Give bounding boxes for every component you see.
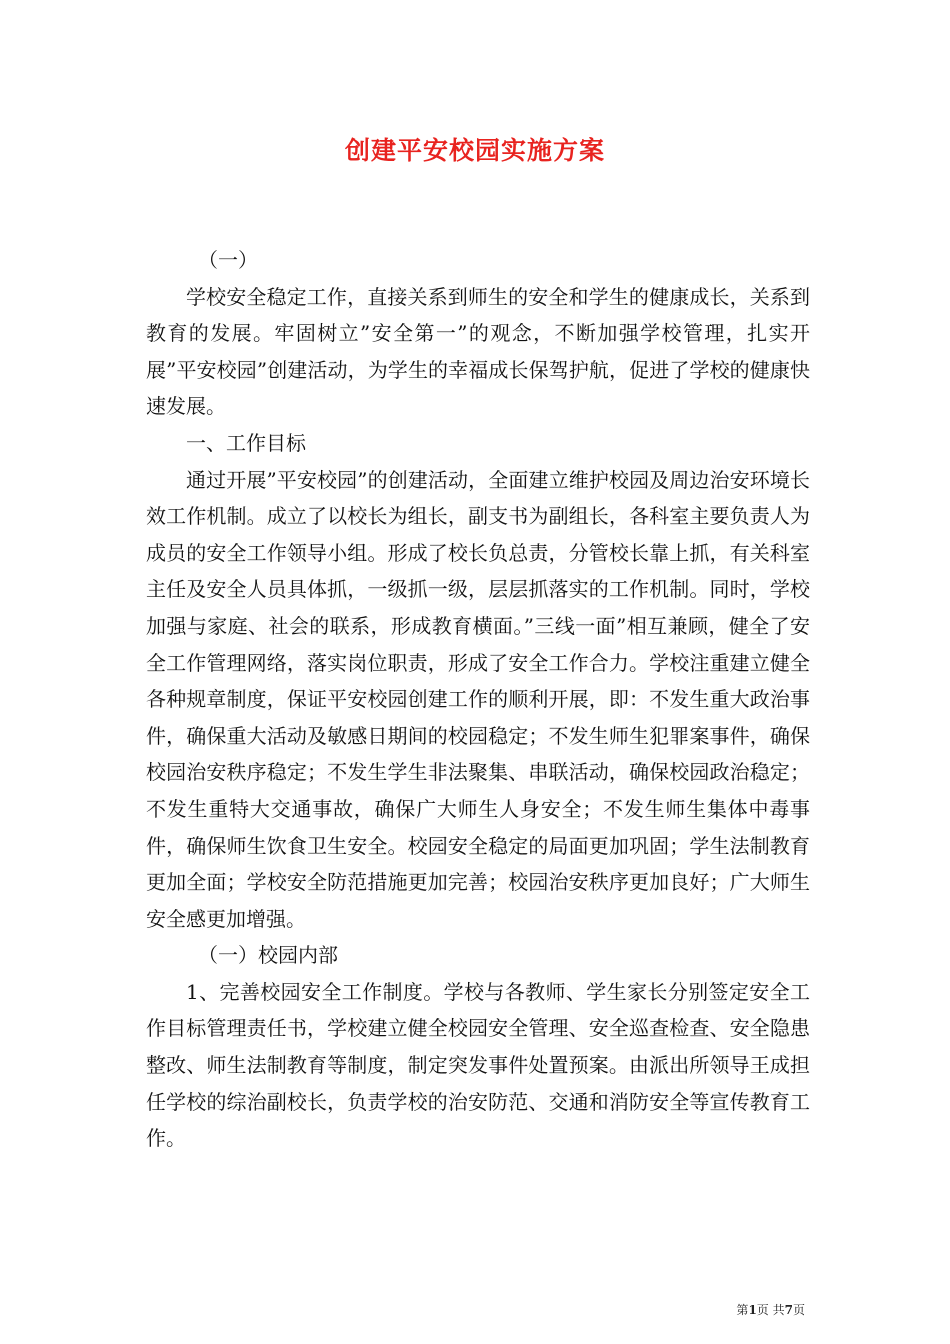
paragraph-safety-system: 1、完善校园安全工作制度。学校与各教师、学生家长分别签定安全工作目标管理责任书，学校建立健全校园安全管理、安全巡查检查、安全隐患整改、师生法制教育等制度，制定突发事件处置预案。由派出所领导王成担任学校的综治副校长，负责学校的治安防范、交通和消防安全等宣传教育工作。 <box>146 979 810 1151</box>
page-prefix: 第 <box>736 1303 749 1317</box>
paragraph-intro: 学校安全稳定工作，直接关系到师生的安全和学生的健康成长，关系到教育的发展。牢固树立”安全第一”的观念，不断加强学校管理，扎实开展”平安校园”创建活动，为学生的幸福成长保驾护航，促进了学校的健康快速发展。 <box>146 284 810 419</box>
document-title: 创建平安校园实施方案 <box>344 136 605 165</box>
page-number <box>736 1301 805 1318</box>
page-middle: 页 共 <box>756 1303 785 1317</box>
document-body <box>146 242 810 1157</box>
heading-campus-internal: （一）校园内部 <box>198 943 338 968</box>
paragraph-goals: 通过开展”平安校园”的创建活动，全面建立维护校园及周边治安环境长效工作机制。成立了以校长为组长，副支书为副组长，各科室主要负责人为成员的安全工作领导小组。形成了校长负总责，分管校长靠上抓，有关科室主任及安全人员具体抓，一级抓一级，层层抓落实的工作机制。同时，学校加强与家庭、社会的联系，形成教育横面。”三线一面”相互兼顾，健全了安全工作管理网络，落实岗位职责，形成了安全工作合力。学校注重建立健全各种规章制度，保证平安校园创建工作的顺利开展，即：不发生重大政治事件，确保重大活动及敏感日期间的校园稳定；不发生师生犯罪案事件，确保校园治安秩序稳定；不发生学生非法聚集、串联活动，确保校园政治稳定；不发生重特大交通事故，确保广大师生人身安全；不发生师生集体中毒事件，确保师生饮食卫生安全。校园安全稳定的局面更加巩固；学生法制教育更加全面；学校安全防范措施更加完善；校园治安秩序更加良好；广大师生安全感更加增强。 <box>146 467 810 931</box>
paragraph-section-marker: （一） <box>198 248 258 272</box>
page-suffix: 页 <box>792 1303 805 1317</box>
heading-work-goals: 一、工作目标 <box>186 430 306 455</box>
total-pages-number: 7 <box>784 1303 793 1317</box>
current-page-number: 1 <box>748 1303 757 1317</box>
